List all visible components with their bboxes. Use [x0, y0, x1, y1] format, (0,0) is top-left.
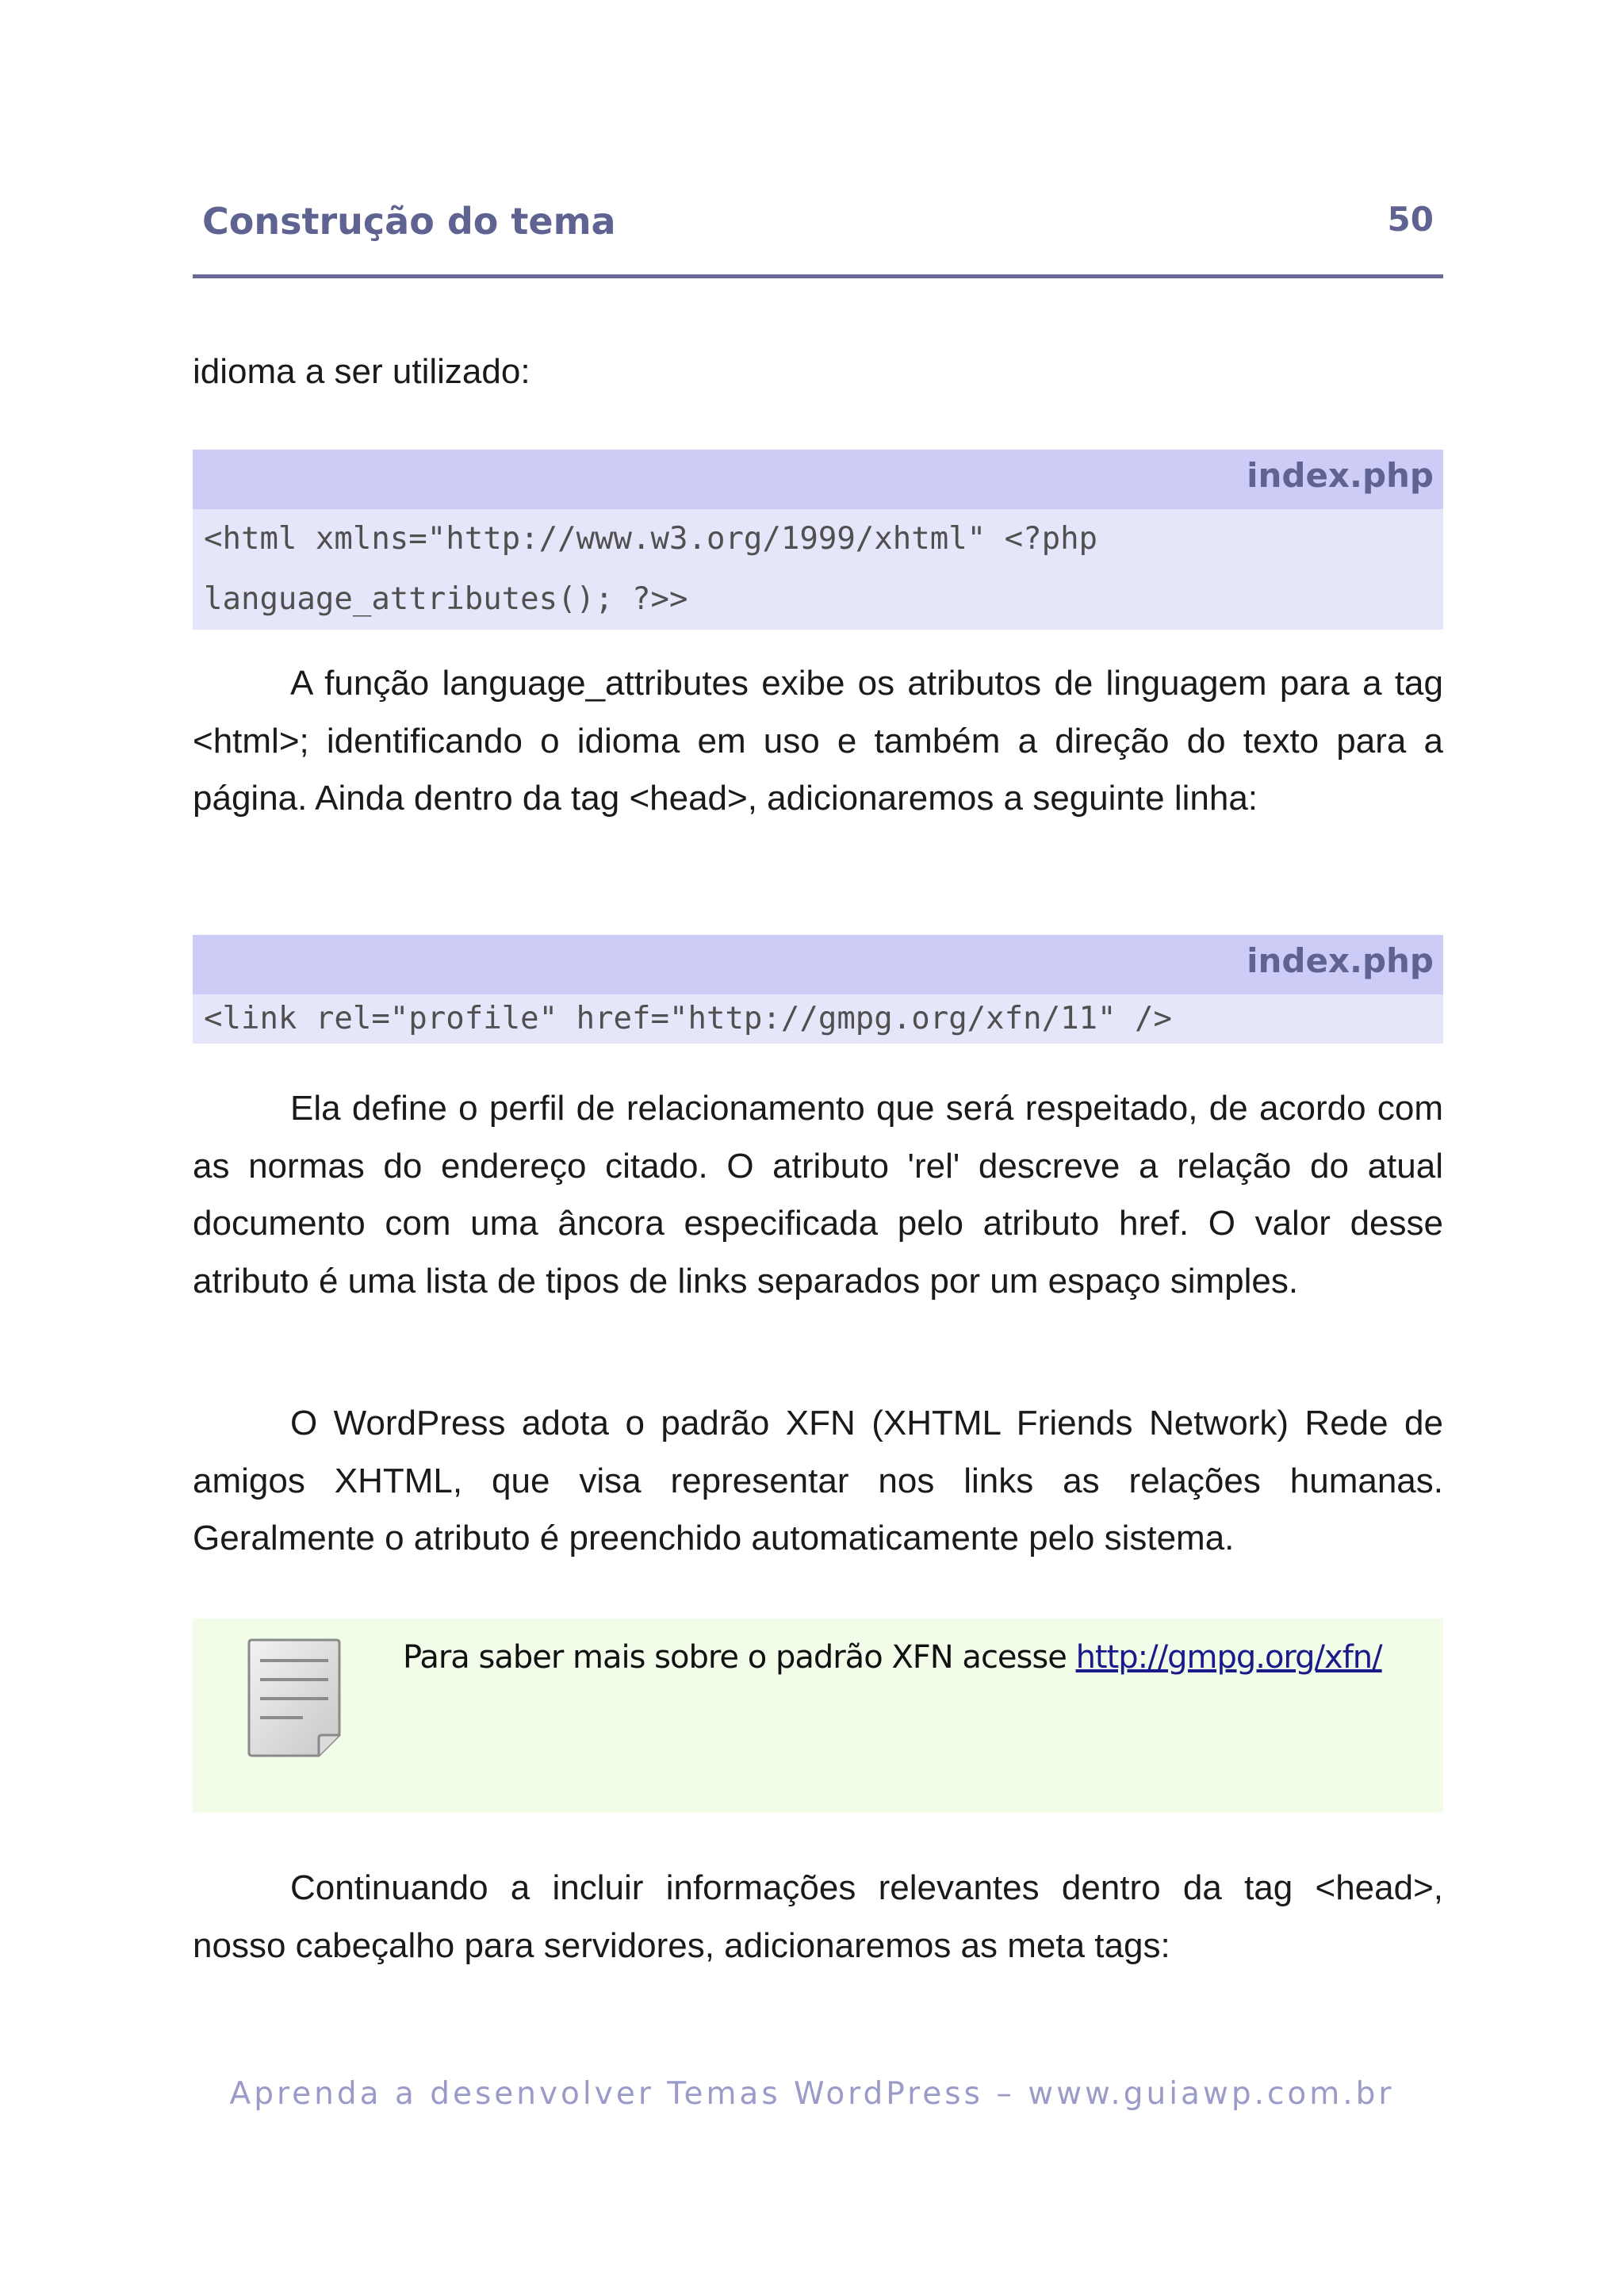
code-block-header — [193, 450, 1443, 509]
page-number: 50 — [1387, 200, 1434, 239]
paragraph: Ela define o perfil de relacionamento que será respeitado, de acordo com as normas do endereço citado. O atributo 'rel' descreve a relação do atual documento com uma âncora especificada pelo atributo href. O valor desse atributo é uma lista de tipos de links separados por um espaço simples. — [193, 1089, 1443, 1301]
page-header — [193, 197, 1443, 278]
note-text — [403, 1639, 1382, 1676]
code-line: <link rel="profile" href="http://gmpg.org/xfn/11" /> — [204, 1001, 1172, 1036]
code-block-header — [193, 935, 1443, 994]
code-block-body — [193, 994, 1443, 1044]
paragraph: O WordPress adota o padrão XFN (XHTML Friends Network) Rede de amigos XHTML, que visa representar nos links as relações humanas. Geralmente o atributo é preenchido automaticamente pelo sistema. — [193, 1404, 1443, 1557]
code-block-body — [193, 509, 1443, 630]
paragraph: A função language_attributes exibe os atributos de linguagem para a tag <html>; identificando o idioma em uso e também a direção do texto para a página. Ainda dentro da tag <head>, adicionaremos a seguinte linha: — [193, 664, 1443, 818]
page-footer: Aprenda a desenvolver Temas WordPress – www.guiawp.com.br — [229, 2076, 1395, 2112]
paragraph: Continuando a incluir informações relevantes dentro da tag <head>, nosso cabeçalho para servidores, adicionaremos as meta tags: — [193, 1868, 1443, 1965]
document-icon — [243, 1638, 346, 1761]
code-filename: index.php — [1247, 941, 1434, 980]
info-note — [193, 1619, 1443, 1813]
code-block-1 — [193, 450, 1443, 630]
intro-text: idioma a ser utilizado: — [193, 352, 530, 391]
code-line: <html xmlns="http://www.w3.org/1999/xhtml" <?php — [204, 521, 1098, 557]
chapter-title: Construção do tema — [202, 200, 616, 243]
xfn-link[interactable]: http://gmpg.org/xfn/ — [1075, 1639, 1382, 1676]
code-filename: index.php — [1247, 456, 1434, 495]
note-label: Para saber mais sobre o padrão XFN acesse — [403, 1639, 1067, 1676]
code-line: language_attributes(); ?>> — [204, 581, 688, 617]
code-block-2 — [193, 935, 1443, 1044]
